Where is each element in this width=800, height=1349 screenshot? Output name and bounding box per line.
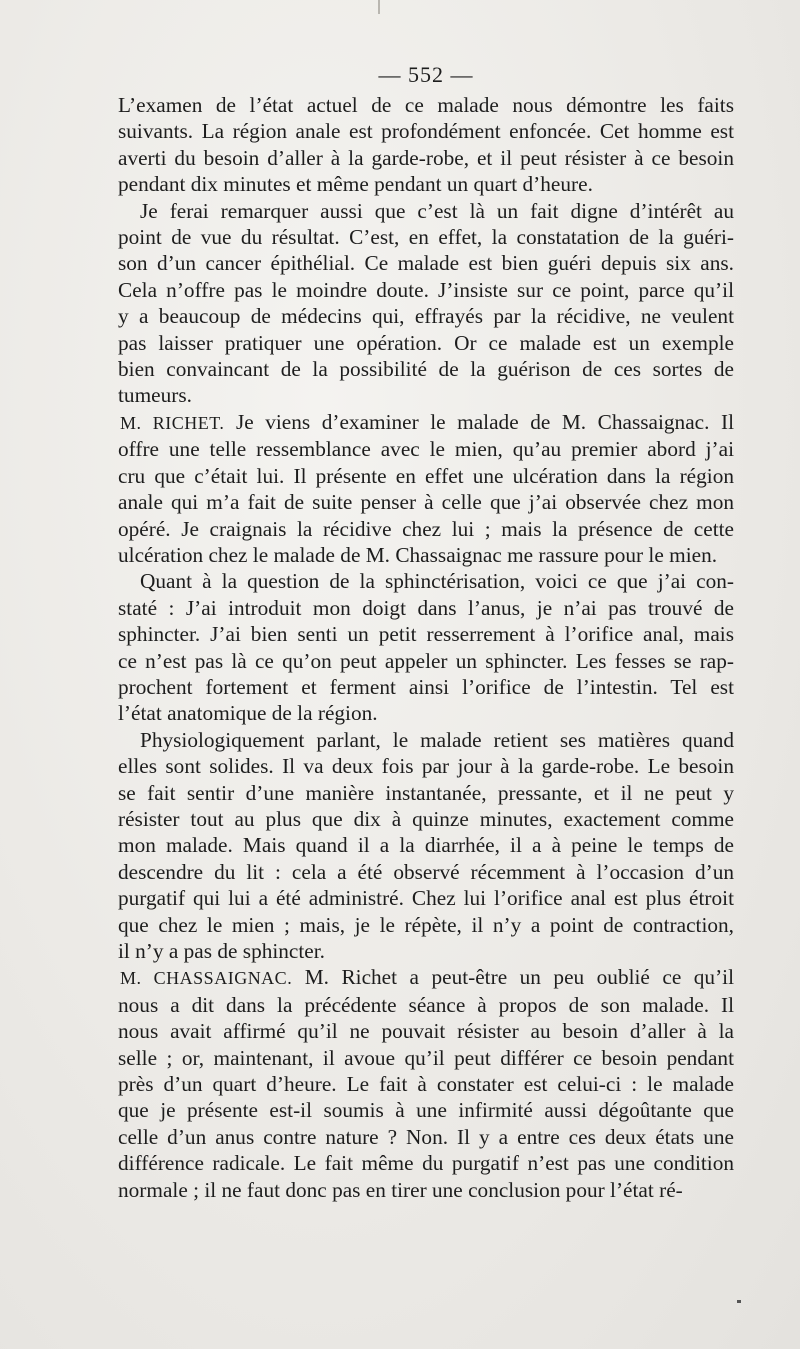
text-line: mon malade. Mais quand il a la diarrhée, il a à peine le temps de	[118, 833, 734, 858]
text-line: différence radicale. Le fait même du purgatif n’est pas une condition	[118, 1151, 734, 1176]
text-line: offre une telle ressemblance avec le mien, qu’au premier abord j’ai	[118, 437, 734, 462]
text-line: anale qui m’a fait de suite penser à celle que j’ai observée chez mon	[118, 490, 734, 515]
text-line: opéré. Je craignais la récidive chez lui ; mais la présence de cette	[118, 516, 734, 541]
text-line: celle d’un anus contre nature ? Non. Il y a entre ces deux états une	[118, 1124, 734, 1149]
text-line: que chez le mien ; mais, je le répète, il n’y a point de contraction,	[118, 912, 734, 937]
text-line: pendant dix minutes et même pendant un quart d’heure.	[118, 172, 593, 197]
text-line: il n’y a pas de sphincter.	[118, 939, 325, 963]
text-line: sphincter. J’ai bien senti un petit resserrement à l’orifice anal, mais	[118, 622, 734, 647]
text-line: bien convaincant de la possibilité de la guérison de ces sortes de	[118, 357, 734, 382]
document-page	[118, 60, 734, 1203]
body-text	[118, 92, 734, 1203]
scan-edge-mark-top	[378, 0, 380, 14]
paragraph	[118, 409, 734, 568]
text-line: que je présente est-il soumis à une infirmité aussi dégoûtante que	[118, 1098, 734, 1123]
text-line: son d’un cancer épithélial. Ce malade est bien guéri depuis six ans.	[118, 251, 734, 276]
text-line: Cela n’offre pas le moindre doute. J’insiste sur ce point, parce qu’il	[118, 277, 734, 302]
paragraph	[118, 92, 734, 198]
paragraph	[118, 964, 734, 1203]
text-line: averti du besoin d’aller à la garde-robe, et il peut résister à ce besoin	[118, 145, 734, 170]
text-line: ulcération chez le malade de M. Chassaignac me rassure pour le mien.	[118, 542, 718, 567]
scan-edge-mark-right	[737, 1300, 741, 1303]
text-fragment: M. Richet a peut-être un peu oublié ce qu’il	[292, 965, 734, 990]
text-line: selle ; or, maintenant, il avoue qu’il peut différer ce besoin pendant	[118, 1045, 734, 1070]
text-line: prochent fortement et ferment ainsi l’orifice de l’intestin. Tel est	[118, 674, 734, 699]
text-line: tumeurs.	[118, 383, 192, 408]
text-line: L’examen de l’état actuel de ce malade nous démontre les faits	[118, 93, 734, 117]
text-line	[118, 964, 734, 991]
text-line: l’état anatomique de la région.	[118, 701, 378, 726]
text-line: ce n’est pas là ce qu’on peut appeler un sphincter. Les fesses se rap-	[118, 648, 734, 673]
text-line: y a beaucoup de médecins qui, effrayés par la récidive, ne veulent	[118, 304, 734, 329]
text-line: résister tout au plus que dix à quinze minutes, exactement comme	[118, 806, 734, 831]
text-line: pas laisser pratiquer une opération. Or ce malade est un exemple	[118, 330, 734, 355]
text-line: elles sont solides. Il va deux fois par jour à la garde-robe. Le besoin	[118, 754, 734, 779]
speaker-name: M. CHASSAIGNAC.	[120, 968, 293, 989]
text-line: staté : J’ai introduit mon doigt dans l’anus, je n’ai pas trouvé de	[118, 595, 734, 620]
text-line	[118, 409, 734, 436]
text-line: suivants. La région anale est profondément enfoncée. Cet homme est	[118, 119, 734, 144]
paragraph	[118, 198, 734, 409]
text-line: Je ferai remarquer aussi que c’est là un fait digne d’intérêt au	[140, 198, 734, 223]
text-line: descendre du lit : cela a été observé récemment à l’occasion d’un	[118, 859, 734, 884]
text-fragment: Je viens d’examiner le malade de M. Chassaignac. Il	[224, 409, 734, 434]
text-line: cru que c’était lui. Il présente en effet une ulcération dans la région	[118, 463, 734, 488]
speaker-name: M. RICHET.	[120, 412, 225, 433]
paragraph	[118, 727, 734, 965]
text-line: se fait sentir d’une manière instantanée, pressante, et il ne peut y	[118, 780, 734, 805]
page-number: — 552 —	[378, 62, 474, 87]
text-line: normale ; il ne faut donc pas en tirer une conclusion pour l’état ré-	[118, 1177, 683, 1202]
text-line: nous a dit dans la précédente séance à propos de son malade. Il	[118, 992, 734, 1017]
text-line: Physiologiquement parlant, le malade retient ses matières quand	[140, 727, 734, 752]
text-line: près d’un quart d’heure. Le fait à constater est celui-ci : le malade	[118, 1072, 734, 1097]
paragraph	[118, 568, 734, 726]
text-line: Quant à la question de la sphinctérisation, voici ce que j’ai con-	[140, 569, 734, 594]
text-line: purgatif qui lui a été administré. Chez lui l’orifice anal est plus étroit	[118, 886, 734, 911]
text-line: point de vue du résultat. C’est, en effet, la constatation de la guéri-	[118, 225, 734, 250]
text-line: nous avait affirmé qu’il ne pouvait résister au besoin d’aller à la	[118, 1019, 734, 1044]
